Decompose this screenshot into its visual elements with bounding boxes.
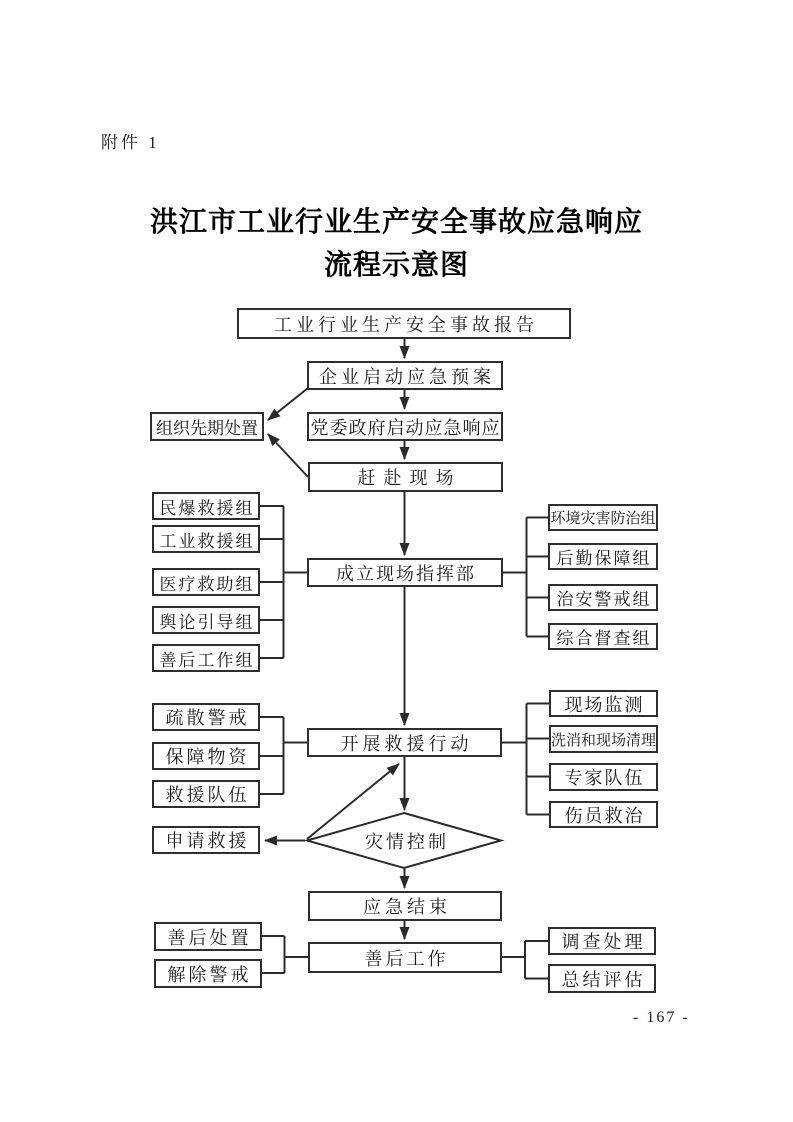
bracket-aftermath-left [262,936,308,973]
bracket-command-right [503,518,548,637]
node-industry-rescue-group: 工业救援组 [152,525,260,553]
page-title-line1: 洪江市工业行业生产安全事故应急响应 [149,207,643,238]
node-aftermath-work: 善后工作 [308,942,502,973]
bracket-aftermath-right [502,941,548,979]
node-government-response: 党委政府启动应急响应 [307,412,503,441]
node-rescue-teams: 救援队伍 [152,780,260,808]
node-security-alert-group: 治安警戒组 [548,584,658,611]
node-environment-disaster-group: 环境灾害防治组 [548,504,658,531]
node-rush-to-scene: 赶赴现场 [308,462,503,492]
node-rescue-action: 开展救援行动 [307,728,502,757]
node-aftermath-work-group: 善后工作组 [152,644,260,672]
node-casualty-treatment: 伤员救治 [549,801,658,828]
node-evacuation-alert: 疏散警戒 [152,703,260,731]
node-site-monitoring: 现场监测 [549,690,658,717]
node-supply-materials: 保障物资 [152,742,260,770]
node-emergency-end: 应急结束 [308,891,502,921]
arrow-rush-to-disposal [268,434,308,477]
page-number: - 167 - [633,1009,690,1026]
node-apply-rescue: 申请救援 [152,826,260,854]
node-initial-disposal: 组织先期处置 [150,412,264,441]
bracket-command-left [260,506,307,658]
page-title-line2: 流程示意图 [323,250,469,281]
arrow-enterprise-to-disposal [268,388,308,420]
node-summary-evaluation: 总结评估 [548,964,656,993]
node-comprehensive-supervision-group: 综合督查组 [548,623,658,650]
node-enterprise-plan: 企业启动应急预案 [307,361,503,390]
node-lift-alert: 解除警戒 [154,959,262,988]
node-investigation-handling: 调查处理 [548,927,656,955]
node-accident-report: 工业行业生产安全事故报告 [237,308,571,339]
node-opinion-guidance-group: 舆论引导组 [152,606,260,634]
node-expert-teams: 专家队伍 [549,763,658,791]
bracket-rescue-right [502,704,549,815]
node-disaster-control-label: 灾情控制 [365,831,449,852]
node-logistics-support-group: 后勤保障组 [548,543,658,570]
node-setup-command: 成立现场指挥部 [307,558,503,587]
node-aftermath-disposal: 善后处置 [154,922,262,951]
node-civil-explosive-rescue-group: 民爆救援组 [152,492,260,520]
attachment-label: 附件 1 [101,133,160,152]
node-medical-aid-group: 医疗救助组 [152,568,260,596]
node-decontamination-cleanup: 洗消和现场清理 [549,725,658,753]
bracket-rescue-left [260,717,307,794]
